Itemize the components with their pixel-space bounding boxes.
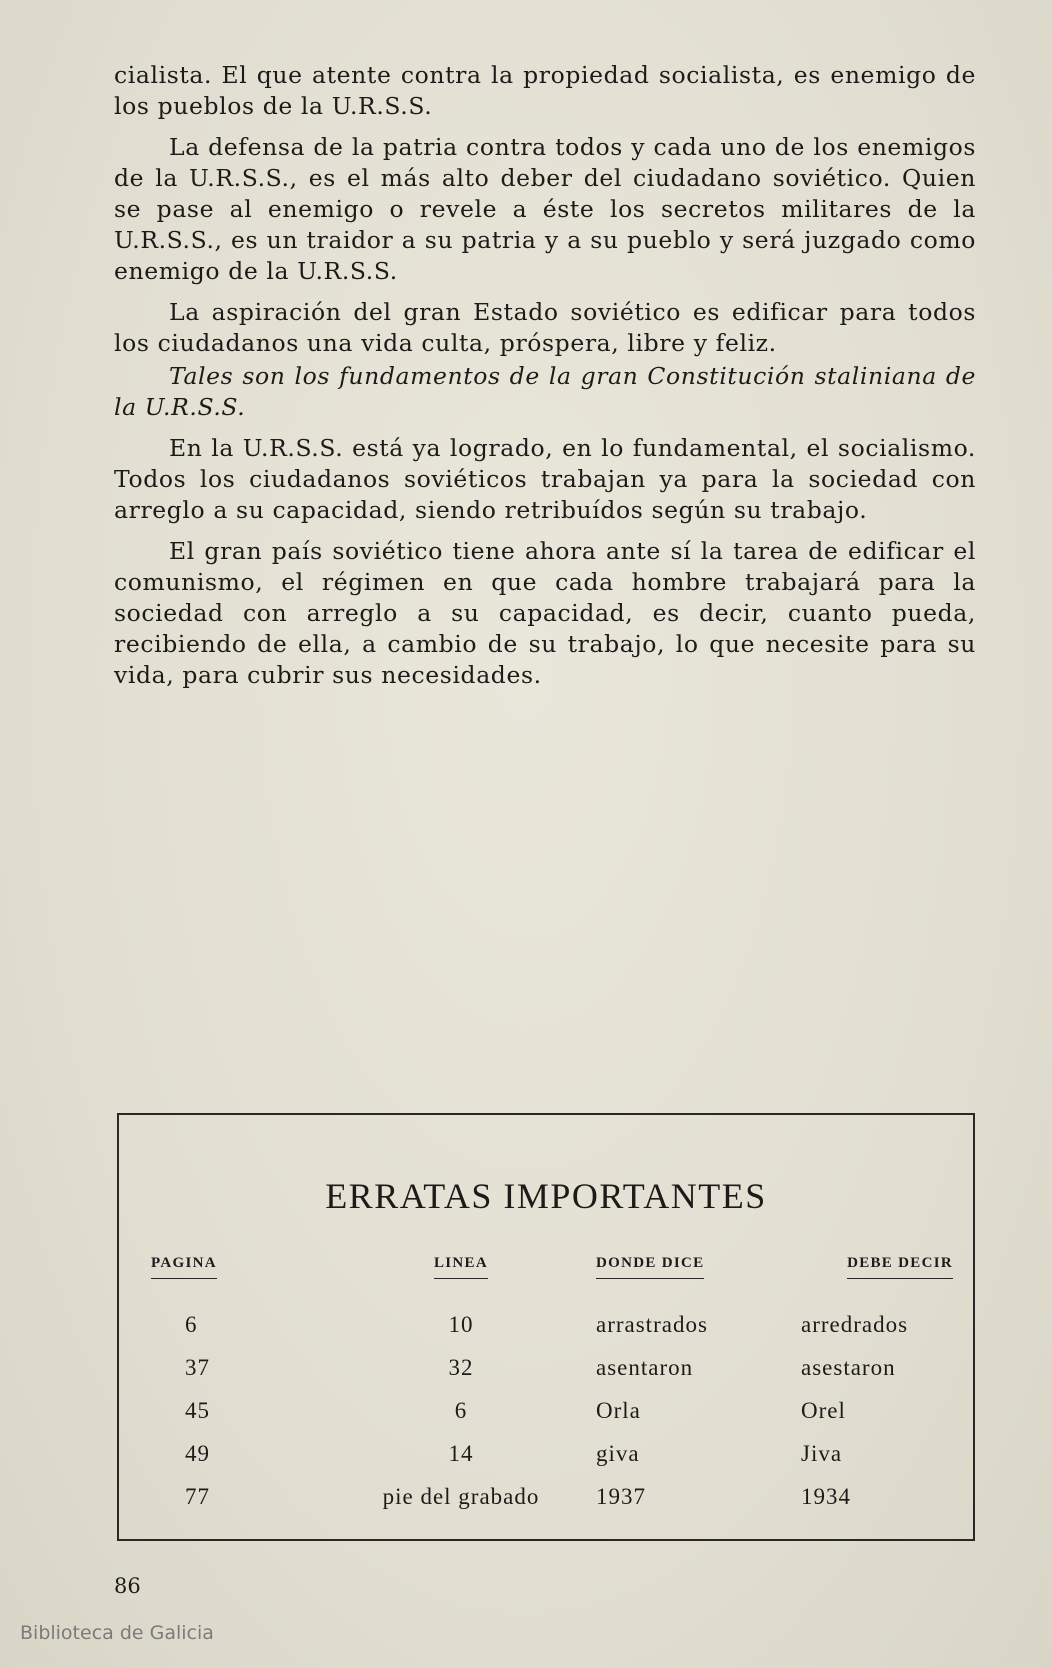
cell-debe-decir: arredrados — [801, 1312, 909, 1337]
cell-linea: 10 — [448, 1312, 474, 1337]
body-text — [114, 60, 976, 701]
library-watermark: Biblioteca de Galicia — [20, 1622, 214, 1644]
cell-debe-decir: 1934 — [801, 1484, 851, 1509]
paragraph: cialista. El que atente contra la propiedad socialista, es enemigo de los pueblos de la U.R.S.S. — [114, 61, 976, 120]
cell-donde-dice: arrastrados — [596, 1312, 708, 1337]
italic-paragraph: Tales son los fundamentos de la gran Constitución staliniana de la U.R.S.S. — [114, 362, 976, 421]
cell-pagina: 37 — [185, 1355, 210, 1380]
cell-donde-dice: asentaron — [596, 1355, 694, 1380]
cell-donde-dice: 1937 — [596, 1484, 646, 1509]
table-row — [141, 1389, 953, 1432]
errata-box — [117, 1113, 975, 1541]
header-pagina: PAGINA — [151, 1255, 217, 1279]
table-row — [141, 1432, 953, 1475]
cell-linea: 6 — [454, 1398, 468, 1423]
cell-donde-dice: giva — [596, 1441, 640, 1466]
paragraph: En la U.R.S.S. está ya logrado, en lo fundamental, el socialismo. Todos los ciudadanos soviéticos trabajan ya para la sociedad con arreglo a su capacidad, siendo retribuídos según su trabajo. — [114, 434, 976, 524]
cell-debe-decir: Jiva — [801, 1441, 843, 1466]
header-linea: LINEA — [434, 1255, 488, 1279]
cell-pagina: 77 — [185, 1484, 210, 1509]
table-row — [141, 1346, 953, 1389]
cell-linea: pie del grabado — [382, 1484, 540, 1509]
cell-pagina: 45 — [185, 1398, 210, 1423]
header-donde-dice: DONDE DICE — [596, 1255, 704, 1279]
cell-pagina: 6 — [185, 1312, 198, 1337]
paragraph: La aspiración del gran Estado soviético es edificar para todos los ciudadanos una vida culta, próspera, libre y feliz. — [114, 298, 976, 357]
cell-debe-decir: Orel — [801, 1398, 846, 1423]
errata-title: ERRATAS IMPORTANTES — [325, 1176, 767, 1216]
cell-pagina: 49 — [185, 1441, 210, 1466]
paragraph: El gran país soviético tiene ahora ante sí la tarea de edificar el comunismo, el régimen en que cada hombre trabajará para la sociedad con arreglo a su capacidad, es decir, cuanto pueda, recibiendo de ella, a cambio de su trabajo, lo que necesite para su vida, para cubrir sus necesidades. — [114, 537, 976, 689]
paragraph: La defensa de la patria contra todos y cada uno de los enemigos de la U.R.S.S., es el más alto deber del ciudadano soviético. Quien se pase al enemigo o revele a éste los secretos militares de la U.R.S.S., es un traidor a su patria y a su pueblo y será juzgado como enemigo de la U.R.S.S. — [114, 133, 976, 285]
page-number: 86 — [114, 1574, 141, 1598]
header-debe-decir: DEBE DECIR — [847, 1255, 953, 1279]
cell-debe-decir: asestaron — [801, 1355, 896, 1380]
table-row — [141, 1303, 953, 1346]
cell-linea: 32 — [448, 1355, 474, 1380]
errata-header-row — [141, 1255, 953, 1279]
table-row — [141, 1475, 953, 1518]
cell-linea: 14 — [448, 1441, 474, 1466]
cell-donde-dice: Orla — [596, 1398, 641, 1423]
errata-rows — [141, 1303, 953, 1518]
errata-table — [141, 1255, 953, 1518]
